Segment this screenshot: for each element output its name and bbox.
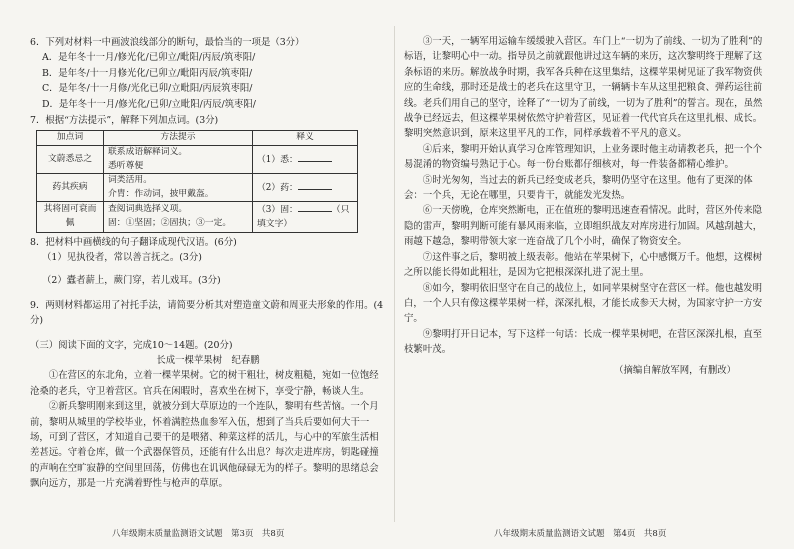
article-paragraph-1: ①在营区的东北角，立着一棵苹果树。它的树干粗壮，树皮粗糙，宛如一位饱经沧桑的老兵，守卫着营区。官兵在闲暇时，喜欢坐在树下，享受宁静，畅谈人生。 (30, 370, 379, 397)
article-paragraph-2: ②新兵黎明刚来到这里，就被分到大草原边的一个连队，黎明有些苦恼。一个月前，黎明从城里的学校毕业，怀着满腔热血参军入伍，想到了当兵后要如何大干一场，可到了营区，才知道自己要干的是喂猪、种菜这样的活儿，与心中的军旅生活相差甚远。守着仓库，做一个武器保管员，还能有什么出息？每次走进库房，钥匙碰撞的声响在空旷寂静的空间里回荡，仿佛也在讥讽他碌碌无为的样子。黎明的思绪总会飘向远方，那是一片充满着野性与枪声的草原。 (30, 401, 379, 490)
article-paragraph-3: ③一天，一辆军用运输车缓缓驶入营区。车门上“一切为了前线、一切为了胜利”的标语，让黎明心中一动。指导员之前就跟他讲过这车辆的来历，这次黎明终于理解了这条标语的来历。解放战争时期，我军各兵种在这里集结，这棵苹果树见证了我军物资供应的生命线，那时还是战士的老兵在这里守卫，一辆辆卡车从这里把粮食、弹药运往前线。老兵们用自己的坚守，诠释了“一切为了前线，一切为了胜利”的誓言。现在，虽然战争已经远去，但这棵苹果树依然守护着营区，见证着一代代官兵在这里扎根、成长。黎明突然意识到，原来这里平凡的工作，同样承载着不平凡的意义。 (404, 36, 763, 140)
row3-word: 其将固可衰而佩 (37, 202, 104, 232)
question-8-stem: 8．把材料中画横线的句子翻译成现代汉语。(6分) (30, 236, 237, 248)
article-paragraph-6: ⑥一天傍晚，仓库突然断电，正在值班的黎明迅速查看情况。此时，营区外传来隐隐的雷声，黎明判断可能有暴风雨来临，立即组织战友对库房进行加固。风越刮越大，雨越下越急，黎明带领大家一连奋战了几个小时，确保了物资安全。 (404, 205, 763, 248)
header-word: 加点词 (37, 131, 104, 146)
q6-option-a: A．是年冬十一月/修光化/已卯立/毗阳/丙辰/筑枣阳/ (42, 52, 256, 64)
row3-hint-1: 查阅词典选择义项。 (108, 204, 188, 215)
answer-blank (298, 202, 332, 212)
row2-hint-2: 介胄：作动词，披甲戴盔。 (108, 188, 214, 199)
article-paragraph-7: ⑦这件事之后，黎明被上级表彰。他站在苹果树下，心中感慨万千。他想，这棵树之所以能长得如此粗壮，是因为它把根深深扎进了泥土里。 (404, 251, 763, 279)
row1-hint-2: 悉听尊便 (108, 160, 144, 171)
row2-word: 药其疾病 (37, 174, 104, 202)
table-row (37, 146, 358, 174)
left-page (30, 34, 386, 492)
question-9-stem: 9．两则材料都运用了衬托手法，请简要分析其对塑造童文蔚和周亚夫形象的作用。(4分) (30, 299, 384, 327)
footer-left: 八年级期末质量监测语文试题 第3页 共8页 (112, 529, 285, 539)
footer-right: 八年级期末质量监测语文试题 第4页 共8页 (494, 529, 667, 539)
row1-answer-label: （1）悉： (257, 154, 298, 165)
row2-hint-1: 词类活用。 (108, 175, 152, 186)
answer-blank (298, 180, 332, 190)
row3-answer-note: （只填文字） (257, 205, 350, 229)
q6-option-d: D．是年冬十一月/修光化/已卯/立毗阳/丙辰/筑枣阳/ (42, 98, 256, 110)
header-hint: 方法提示 (104, 131, 253, 146)
method-table (36, 130, 358, 232)
article-paragraph-9: ⑨黎明打开日记本，写下这样一句话：长成一棵苹果树吧，在营区深深扎根，直至枝繁叶茂。 (404, 328, 763, 356)
row1-hints (104, 146, 253, 174)
method-table-header (37, 131, 358, 146)
question-6-stem: 6．下列对材料一中画波浪线部分的断句，最恰当的一项是（3分） (30, 37, 305, 48)
right-page (404, 34, 764, 378)
table-row (37, 174, 358, 202)
header-meaning: 释义 (253, 131, 358, 146)
article-source: （摘编自解放军网，有删改） (614, 364, 736, 376)
q6-option-b: B．是年冬/十一月修光化/已卯立/毗阳丙辰/筑枣阳/ (42, 67, 253, 79)
q8-item-2: （2）蠹者薪上，蕨门穿，若儿戏耳。(3分) (42, 275, 221, 287)
article-title-line (30, 353, 386, 368)
row2-answer (253, 174, 358, 202)
row1-answer (253, 146, 358, 174)
page-divider (394, 26, 395, 522)
article-author: 纪春鹏 (231, 355, 260, 367)
article-paragraph-8: ⑧如今，黎明依旧坚守在自己的战位上，如同苹果树坚守在营区一样。他也越发明白，一个人只有像这棵苹果树一样，深深扎根，才能长成参天大树，为国家守护一方安宁。 (404, 282, 763, 325)
row2-answer-label: （2）药： (257, 183, 298, 194)
row3-hints (104, 202, 253, 232)
answer-space (30, 329, 386, 337)
row1-hint-1: 联系成语解释词义。 (108, 147, 188, 158)
row3-answer (253, 202, 358, 232)
article-paragraph-5: ⑤时光匆匆，当过去的新兵已经变成老兵，黎明仍坚守在这里。他有了更深的体会：一个兵，无论在哪里，只要肯干，就能发光发热。 (404, 174, 753, 202)
row3-hint-2: 固：①坚固；②固执；③一定。 (108, 218, 232, 228)
answer-space (30, 289, 386, 297)
row2-hints (104, 174, 253, 202)
section-3-heading: （三）阅读下面的文字，完成10～14题。(20分) (30, 339, 233, 351)
row3-answer-label: （3）固： (257, 205, 298, 216)
q6-option-c: C．是年冬/十一月修/光化已卯/立毗阳/丙辰筑枣阳/ (42, 83, 253, 95)
answer-space (30, 265, 386, 273)
row1-word: 文蔚悉忌之 (37, 146, 104, 174)
q8-item-1: （1）见执役者，常以善言抚之。(3分) (42, 252, 202, 263)
article-paragraph-4: ④后来，黎明开始认真学习仓库管理知识，上业务课时他主动请教老兵，把一个个易混淆的物资编号熟记于心。每一份台账都仔细核对，每一件装备都精心维护。 (404, 143, 763, 171)
answer-blank (298, 152, 332, 162)
article-title: 长成一棵苹果树 (156, 355, 223, 367)
table-row (37, 202, 358, 232)
question-7-stem: 7．根据“方法提示”，解释下列加点词。(3分) (30, 115, 219, 127)
